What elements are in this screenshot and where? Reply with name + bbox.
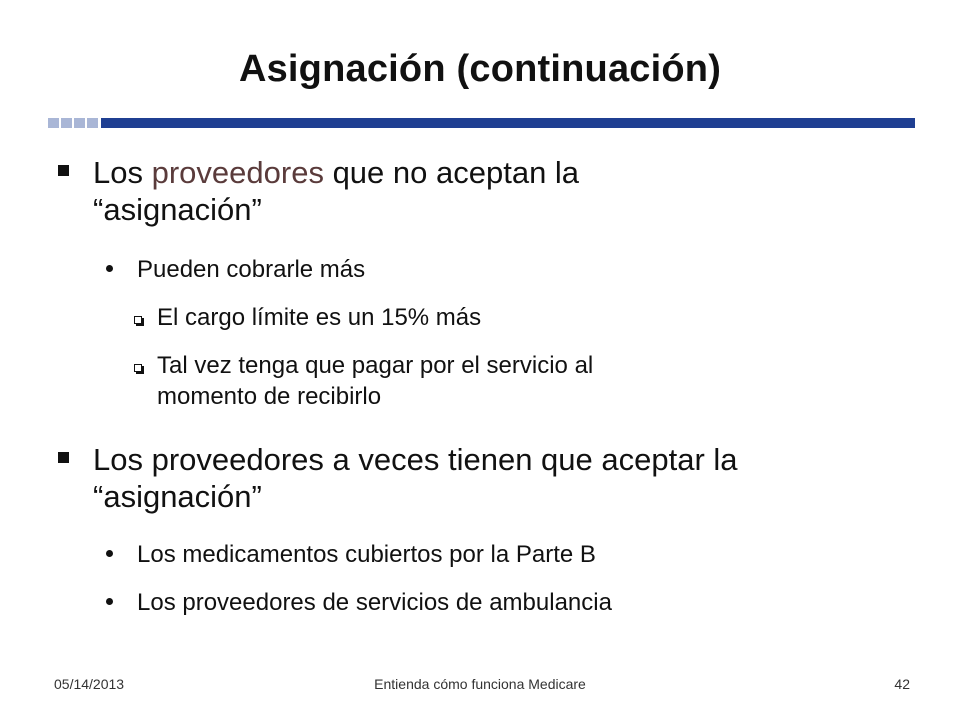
highlighted-term: proveedores [151,155,324,190]
bullet-text: que no aceptan la [323,155,580,190]
bullet-line [93,154,913,191]
sub-bullet-charge-more [137,254,897,285]
bullet-line: Tal vez tenga que pagar por el servicio al [157,352,594,379]
page-title: Asignación (continuación) [238,48,722,90]
sub-bullet-ambulance [137,587,897,618]
rule-square [74,118,85,128]
bullet-line: “asignación” [93,192,262,227]
bullet-text: Los medicamentos cubiertos por la Parte B [137,541,596,568]
round-bullet-icon [106,550,113,557]
checkbox-bullet-icon [134,316,142,324]
round-bullet-icon [106,265,113,272]
title-rule [48,118,915,128]
sub-sub-bullet-limit-charge [157,302,857,333]
footer-title: Entienda cómo funciona Medicare [374,676,586,692]
footer-date: 05/14/2013 [54,676,125,692]
rule-square [87,118,98,128]
square-bullet-icon [58,165,69,176]
bullet-text: Los proveedores de servicios de ambulancia [137,589,612,616]
round-bullet-icon [106,598,113,605]
rule-bar [101,118,915,128]
sub-bullet-part-b-drugs [137,539,897,570]
bullet-text: Pueden cobrarle más [137,256,366,283]
sub-sub-bullet-pay-at-service [157,350,857,412]
bullet-line: momento de recibirlo [157,383,382,410]
square-bullet-icon [58,452,69,463]
bullet-line: Los proveedores a veces tienen que aceptar la [93,442,738,477]
checkbox-bullet-icon [134,364,142,372]
bullet-text: Los [93,155,152,190]
rule-square [61,118,72,128]
page-number: 42 [894,676,910,692]
bullet-line: “asignación” [93,479,262,514]
bullet-providers-must-accept [93,441,913,515]
rule-square [48,118,59,128]
bullet-text: El cargo límite es un 15% más [157,304,482,331]
bullet-providers-not-accepting [93,154,913,228]
